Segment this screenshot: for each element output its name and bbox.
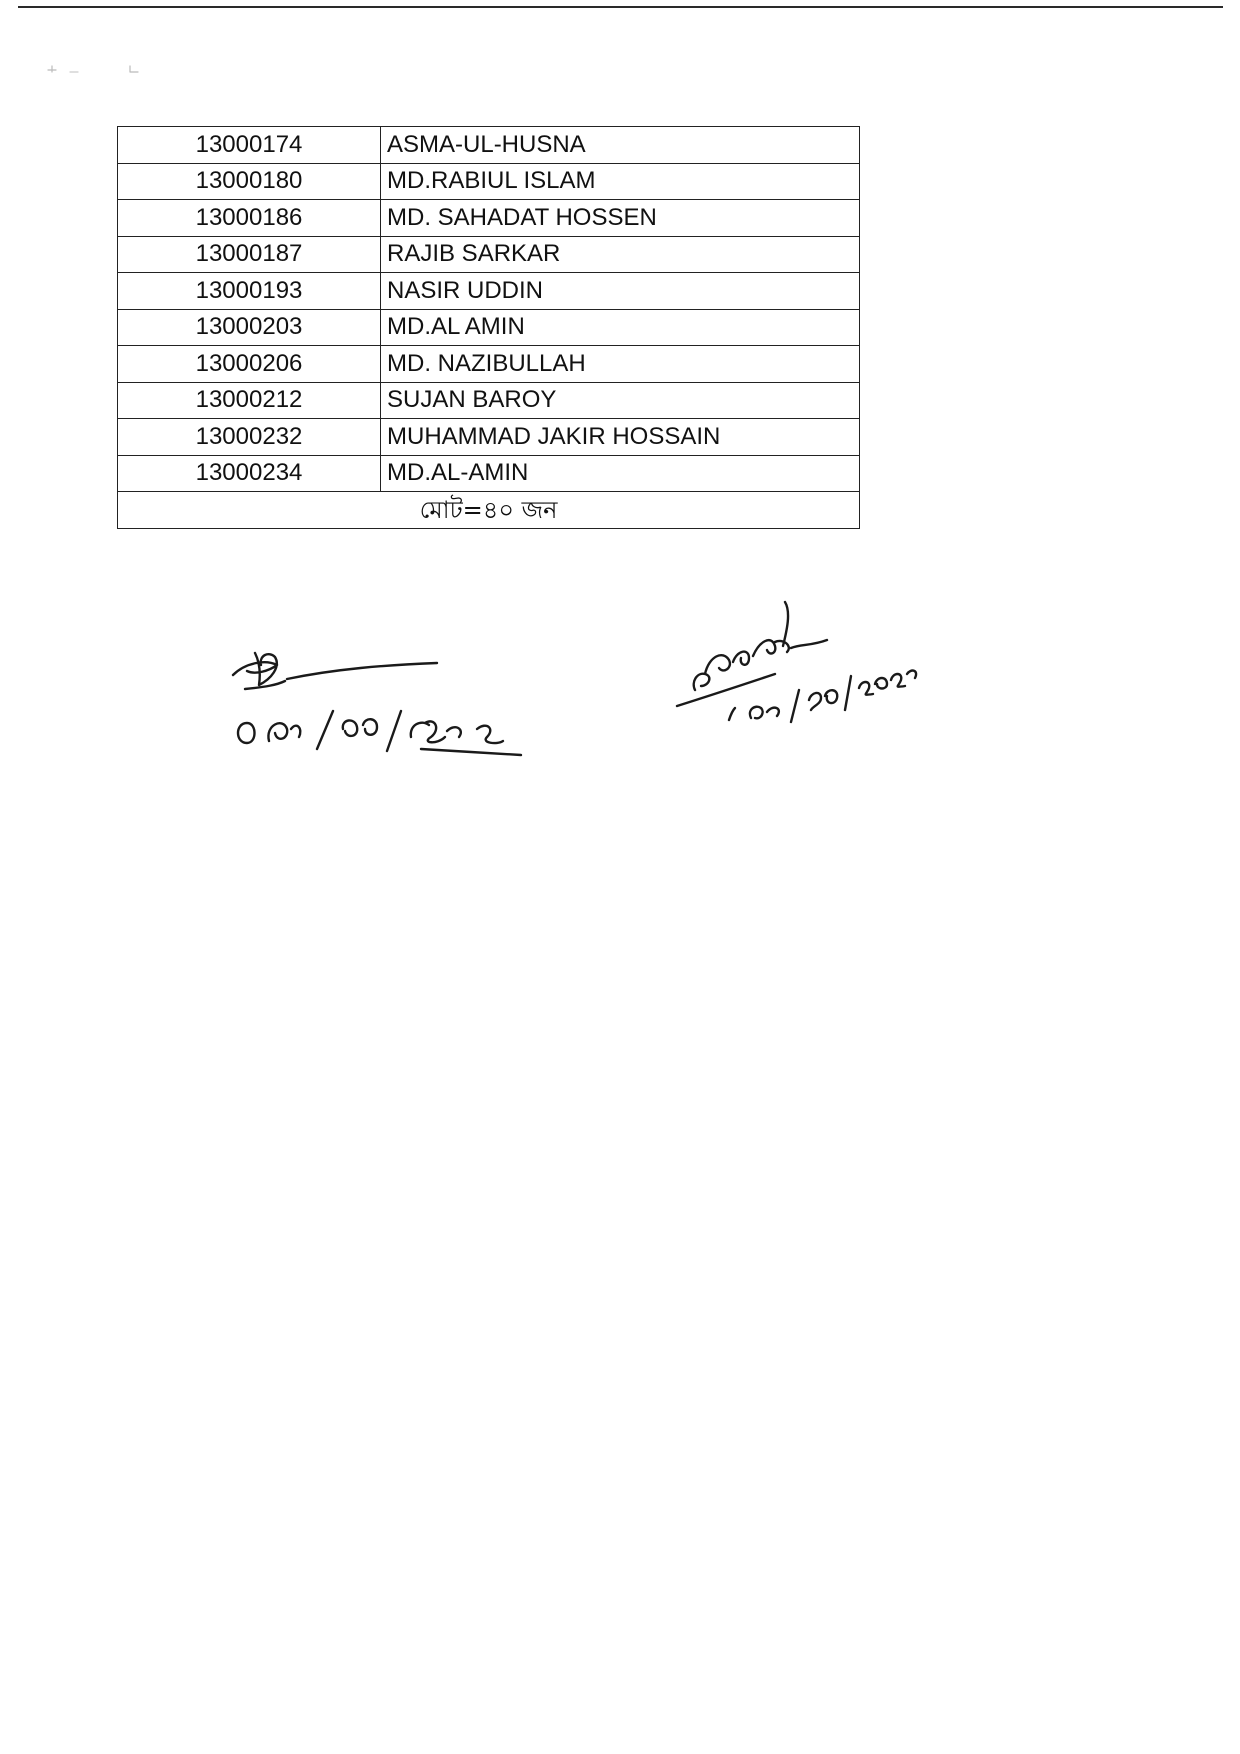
table-row <box>118 455 860 492</box>
name-cell: MUHAMMAD JAKIR HOSSAIN <box>381 419 860 456</box>
table-row <box>118 163 860 200</box>
table-row <box>118 382 860 419</box>
name-cell: MD. NAZIBULLAH <box>381 346 860 383</box>
name-cell: RAJIB SARKAR <box>381 236 860 273</box>
student-roster-table <box>117 126 860 529</box>
id-cell: 13000187 <box>118 236 381 273</box>
name-cell: ASMA-UL-HUSNA <box>381 127 860 164</box>
table-row <box>118 309 860 346</box>
id-cell: 13000232 <box>118 419 381 456</box>
table-row <box>118 273 860 310</box>
table-row <box>118 200 860 237</box>
signature-right <box>675 590 935 730</box>
id-cell: 13000193 <box>118 273 381 310</box>
id-cell: 13000186 <box>118 200 381 237</box>
id-cell: 13000203 <box>118 309 381 346</box>
name-cell: MD.AL AMIN <box>381 309 860 346</box>
name-cell: MD.AL-AMIN <box>381 455 860 492</box>
id-cell: 13000180 <box>118 163 381 200</box>
id-cell: 13000206 <box>118 346 381 383</box>
table-row <box>118 419 860 456</box>
total-row <box>118 492 860 529</box>
id-cell: 13000212 <box>118 382 381 419</box>
name-cell: SUJAN BAROY <box>381 382 860 419</box>
name-cell: MD.RABIUL ISLAM <box>381 163 860 200</box>
signature-left <box>225 645 535 770</box>
top-rule <box>18 6 1223 8</box>
id-cell: 13000174 <box>118 127 381 164</box>
table-row <box>118 236 860 273</box>
name-cell: NASIR UDDIN <box>381 273 860 310</box>
scan-marks <box>40 60 160 80</box>
table-row <box>118 346 860 383</box>
id-cell: 13000234 <box>118 455 381 492</box>
table-row <box>118 127 860 164</box>
total-count: মোট=৪০ জন <box>118 492 860 529</box>
name-cell: MD. SAHADAT HOSSEN <box>381 200 860 237</box>
